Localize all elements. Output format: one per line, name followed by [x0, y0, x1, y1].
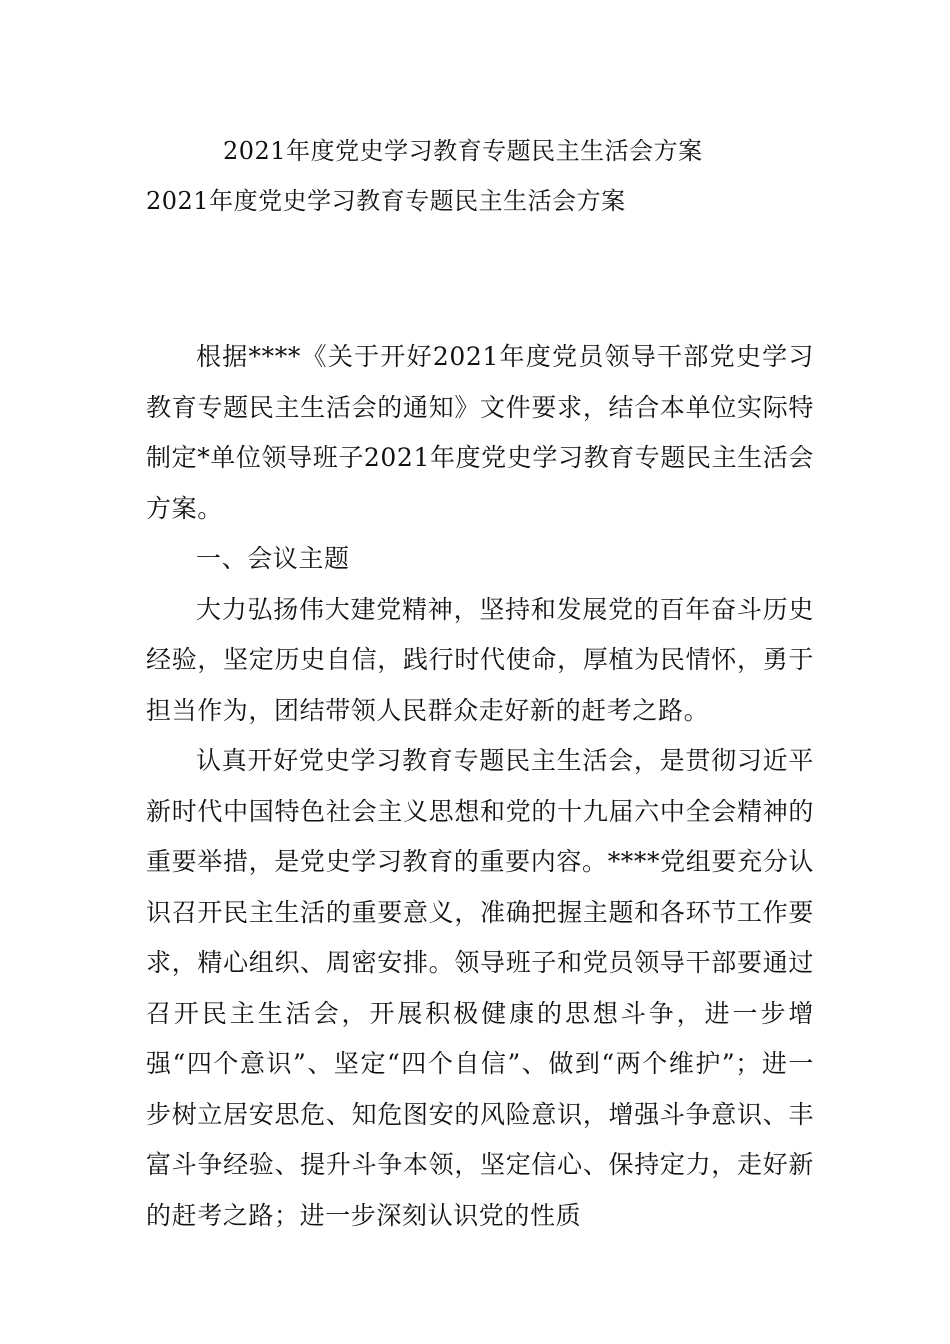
- document-title: 2021年度党史学习教育专题民主生活会方案: [223, 137, 703, 165]
- document-body: [146, 332, 814, 1241]
- paragraph-theme: 大力弘扬伟大建党精神，坚持和发展党的百年奋斗历史经验，坚定历史自信，践行时代使命，厚植为民情怀，勇于担当作为，团结带领人民群众走好新的赶考之路。: [146, 594, 814, 725]
- document-subtitle: 2021年度党史学习教育专题民主生活会方案: [146, 187, 626, 215]
- section-heading-meeting-theme: 一、会议主题: [196, 544, 350, 573]
- paragraph-significance: 认真开好党史学习教育专题民主生活会，是贯彻习近平新时代中国特色社会主义思想和党的十九届六中全会精神的重要举措，是党史学习教育的重要内容。****党组要充分认识召开民主生活的重要意义，准确把握主题和各环节工作要求，精心组织、周密安排。领导班子和党员领导干部要通过召开民主生活会，开展积极健康的思想斗争，进一步增强“四个意识”、坚定“四个自信”、做到“两个维护”；进一步树立居安思危、知危图安的风险意识，增强斗争意识、丰富斗争经验、提升斗争本领，坚定信心、保持定力，走好新的赶考之路；进一步深刻认识党的性质: [146, 746, 814, 1230]
- paragraph-intro: 根据****《关于开好2021年度党员领导干部党史学习教育专题民主生活会的通知》文件要求，结合本单位实际特制定*单位领导班子2021年度党史学习教育专题民主生活会方案。: [146, 342, 814, 523]
